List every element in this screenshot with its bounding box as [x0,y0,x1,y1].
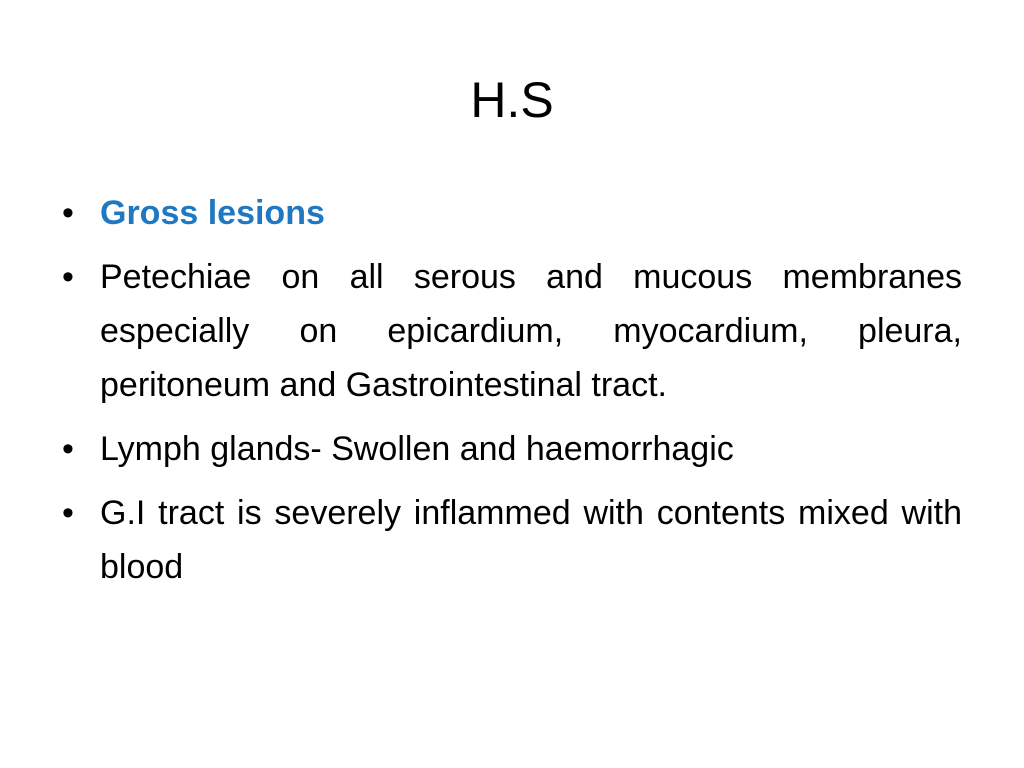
bullet-text: G.I tract is severely inflammed with contents mixed with blood [100,494,962,586]
bullet-item-lymph-glands [62,422,962,476]
bullet-item-gi-tract [62,486,962,594]
section-heading: Gross lesions [100,194,325,232]
bullet-list [62,186,962,604]
bullet-text: Lymph glands- Swollen and haemorrhagic [100,430,734,468]
slide-title: H.S [470,72,554,128]
bullet-text: Petechiae on all serous and mucous membranes especially on epicardium, myocardium, pleura, peritoneum and Gastrointestinal tract. [100,258,962,404]
bullet-item-petechiae [62,250,962,412]
bullet-item-gross-lesions [62,186,962,240]
